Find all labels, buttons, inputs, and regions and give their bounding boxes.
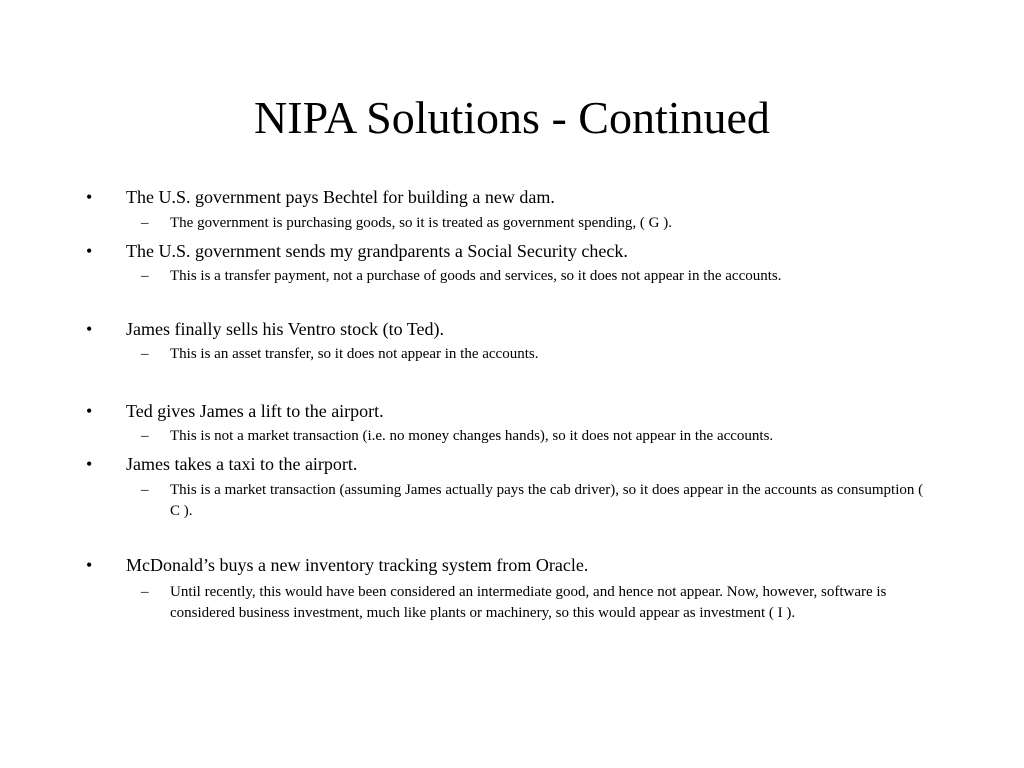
- bullet-text: James finally sells his Ventro stock (to Ted).: [126, 319, 445, 339]
- bullet-marker: •: [86, 187, 93, 207]
- bullet-text: Ted gives James a lift to the airport.: [126, 401, 384, 421]
- bullet-marker: •: [86, 401, 93, 421]
- dash-marker: –: [141, 482, 149, 498]
- sub-bullet-text: The government is purchasing goods, so it is treated as government spending, ( G ).: [170, 215, 672, 231]
- bullet-marker: •: [86, 319, 93, 339]
- bullet-marker: •: [86, 454, 93, 474]
- dash-marker: –: [141, 584, 149, 600]
- bullet-text: The U.S. government pays Bechtel for building a new dam.: [126, 187, 555, 207]
- dash-marker: –: [141, 346, 149, 362]
- sub-bullet-text: This is a transfer payment, not a purchase of goods and services, so it does not appear in the accounts.: [170, 268, 782, 284]
- sub-bullet-text: This is not a market transaction (i.e. no money changes hands), so it does not appear in the accounts.: [170, 428, 774, 444]
- dash-marker: –: [141, 268, 149, 284]
- bullet-marker: •: [86, 555, 93, 575]
- slide-title: NIPA Solutions - Continued: [254, 92, 770, 143]
- sub-bullet-text: This is a market transaction (assuming James actually pays the cab driver), so it does appear in the accounts as consumption ( C ).: [170, 482, 924, 519]
- bullet-marker: •: [86, 241, 93, 261]
- bullet-text: James takes a taxi to the airport.: [126, 454, 358, 474]
- sub-bullet-text: This is an asset transfer, so it does not appear in the accounts.: [170, 346, 539, 362]
- dash-marker: –: [141, 215, 149, 231]
- sub-bullet-text: Until recently, this would have been considered an intermediate good, and hence not appear. Now, however, software is considered business investment, much like plants or machinery, so this would appear as investment ( I ).: [170, 584, 887, 621]
- bullet-text: McDonald’s buys a new inventory tracking system from Oracle.: [126, 555, 589, 575]
- bullet-text: The U.S. government sends my grandparents a Social Security check.: [126, 241, 628, 261]
- dash-marker: –: [141, 428, 149, 444]
